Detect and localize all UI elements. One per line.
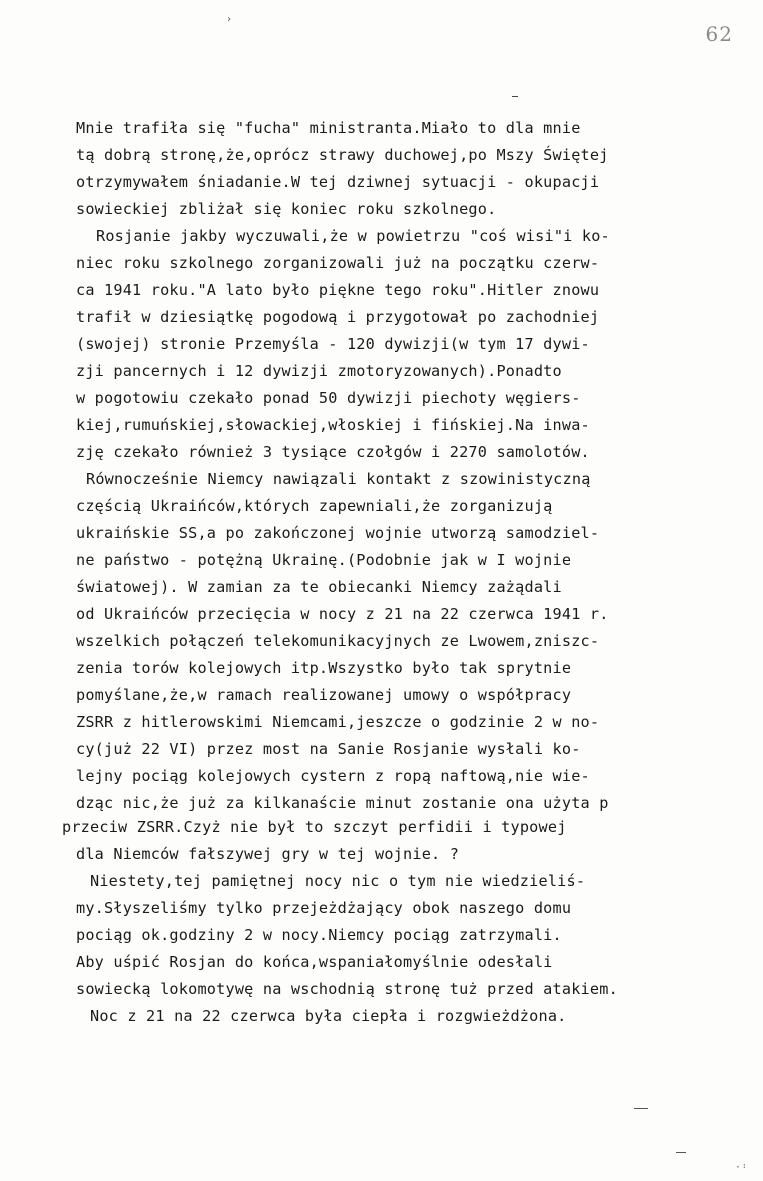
text-line: Rosjanie jakby wyczuwali,że w powietrzu "coś wisi"i ko- — [96, 227, 610, 245]
text-line: sowiecką lokomotywę na wschodnią stronę tuż przed atakiem. — [76, 980, 618, 998]
text-line: Równocześnie Niemcy nawiązali kontakt z szowinistyczną — [86, 470, 591, 488]
text-line: ca 1941 roku."A lato było piękne tego roku".Hitler znowu — [76, 281, 600, 299]
text-line: Aby uśpić Rosjan do końca,wspaniałomyślnie odesłali — [76, 953, 553, 971]
text-line: dla Niemców fałszywej gry w tej wojnie. ? — [76, 845, 460, 863]
text-line: zenia torów kolejowych itp.Wszystko było tak sprytnie — [76, 659, 572, 677]
text-line: Noc z 21 na 22 czerwca była ciepła i rozgwieżdżona. — [90, 1007, 567, 1025]
text-line: światowej). W zamian za te obiecanki Niemcy zażądali — [76, 578, 562, 596]
text-line: od Ukraińców przecięcia w nocy z 21 na 22 czerwca 1941 r. — [76, 605, 609, 623]
text-line: wszelkich połączeń telekomunikacyjnych ze Lwowem,zniszc- — [76, 632, 600, 650]
text-line: lejny pociąg kolejowych cystern z ropą naftową,nie wie- — [76, 767, 590, 785]
text-line: w pogotowiu czekało ponad 50 dywizji piechoty węgiers- — [76, 389, 581, 407]
text-line: ne państwo - potężną Ukrainę.(Podobnie jak w I wojnie — [76, 551, 572, 569]
text-line: (swojej) stronie Przemyśla - 120 dywizji(w tym 17 dywi- — [76, 335, 590, 353]
text-line: otrzymywałem śniadanie.W tej dziwnej sytuacji - okupacji — [76, 173, 600, 191]
page-number: 62 — [705, 22, 733, 46]
text-line: dząc nic,że już za kilkanaście minut zostanie ona użyta p — [76, 794, 609, 812]
text-line: pomyślane,że,w ramach realizowanej umowy o współpracy — [76, 686, 572, 704]
scan-mark: ·᠄ — [734, 1162, 745, 1173]
text-line: zję czekało również 3 tysiące czołgów i 2270 samolotów. — [76, 443, 590, 461]
scan-mark: › — [226, 14, 233, 25]
text-line: zji pancernych i 12 dywizji zmotoryzowanych).Ponadto — [76, 362, 562, 380]
text-line: pociąg ok.godziny 2 w nocy.Niemcy pociąg zatrzymali. — [76, 926, 562, 944]
scan-dash — [676, 1152, 686, 1153]
text-line: sowieckiej zbliżał się koniec roku szkolnego. — [76, 200, 497, 218]
text-line: my.Słyszeliśmy tylko przejeżdżający obok naszego domu — [76, 899, 572, 917]
text-line: tą dobrą stronę,że,oprócz strawy duchowej,po Mszy Świętej — [76, 146, 609, 164]
text-line: przeciw ZSRR.Czyż nie był to szczyt perfidii i typowej — [62, 818, 567, 836]
text-line: ZSRR z hitlerowskimi Niemcami,jeszcze o godzinie 2 w no- — [76, 713, 600, 731]
scan-dash — [512, 96, 518, 97]
text-line: cy(już 22 VI) przez most na Sanie Rosjanie wysłali ko- — [76, 740, 581, 758]
text-line: częścią Ukraińców,których zapewniali,że zorganizują — [76, 497, 553, 515]
text-line: trafił w dziesiątkę pogodową i przygotował po zachodniej — [76, 308, 600, 326]
text-line: niec roku szkolnego zorganizowali już na początku czerw- — [76, 254, 600, 272]
text-line: ukraińskie SS,a po zakończonej wojnie utworzą samodziel- — [76, 524, 600, 542]
text-line: Mnie trafiła się "fucha" ministranta.Miało to dla mnie — [76, 119, 581, 137]
text-line: kiej,rumuńskiej,słowackiej,włoskiej i fińskiej.Na inwa- — [76, 416, 590, 434]
text-line: Niestety,tej pamiętnej nocy nic o tym nie wiedzieliś- — [90, 872, 586, 890]
scan-dash — [634, 1108, 648, 1109]
